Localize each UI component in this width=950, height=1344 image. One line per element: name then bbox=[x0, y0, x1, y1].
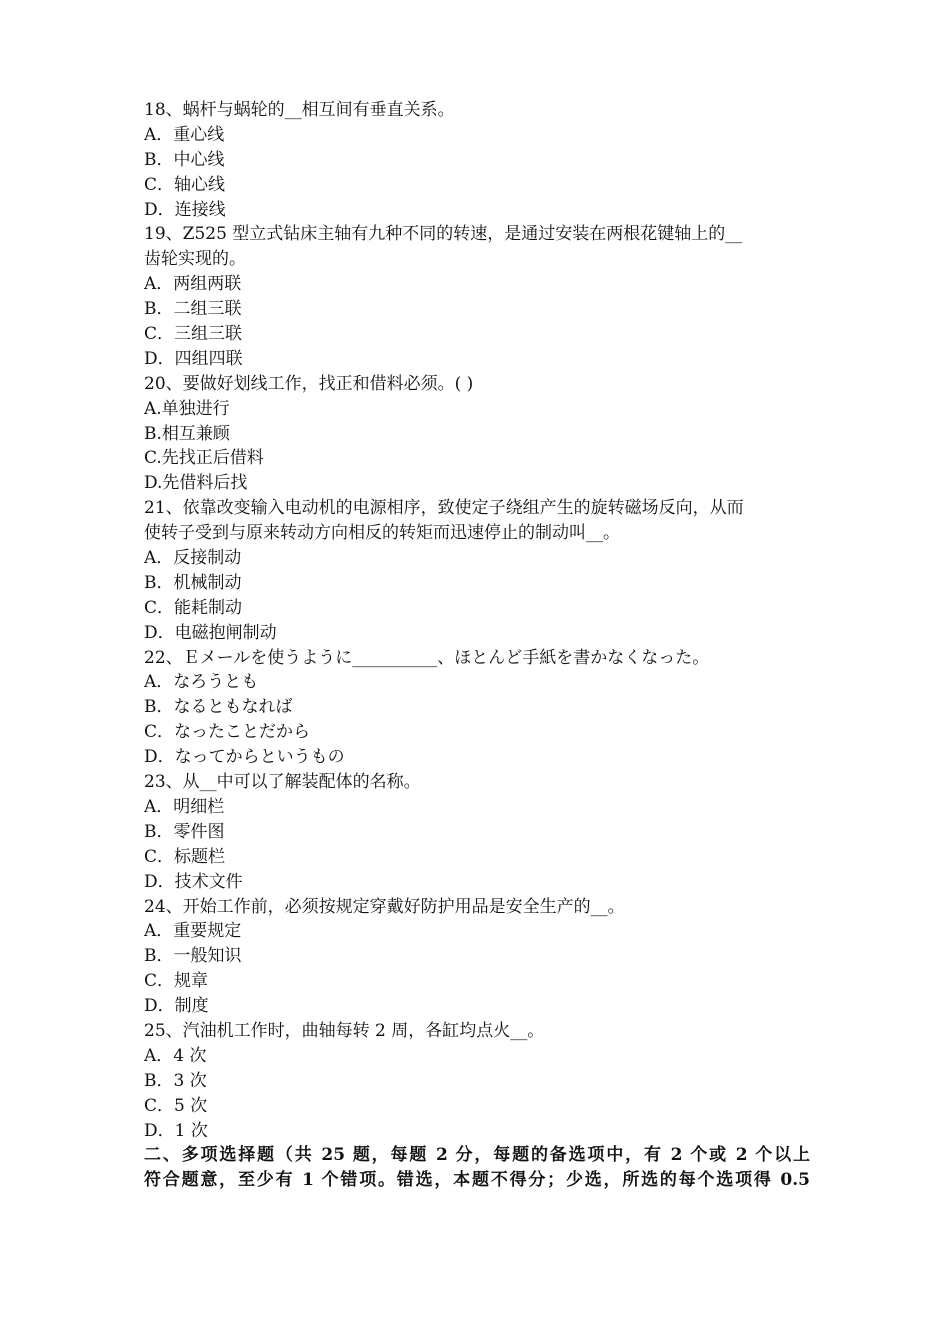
question-20-stem: 20、要做好划线工作，找正和借料必须。( ) bbox=[144, 373, 474, 394]
question-18-option-c: C．轴心线 bbox=[144, 174, 226, 195]
question-25-option-c: C．5 次 bbox=[144, 1095, 208, 1116]
question-21-option-b: B．机械制动 bbox=[144, 572, 242, 593]
section-2-heading bbox=[144, 1143, 810, 1193]
question-22-option-b: B．なるともなれば bbox=[144, 697, 293, 718]
question-21-option-c: C．能耗制动 bbox=[144, 597, 243, 618]
question-20-option-d: D.先借料后找 bbox=[144, 473, 248, 494]
question-23 bbox=[144, 770, 810, 894]
question-18-option-a: A．重心线 bbox=[144, 124, 225, 145]
document-page bbox=[144, 98, 810, 1193]
question-18-option-d: D．连接线 bbox=[144, 199, 226, 220]
question-19-option-a: A．两组两联 bbox=[144, 274, 242, 295]
question-19-option-d: D．四组四联 bbox=[144, 348, 243, 369]
question-19-option-b: B．二组三联 bbox=[144, 299, 242, 320]
question-22 bbox=[144, 646, 810, 770]
question-25-stem: 25、汽油机工作时，曲轴每转 2 周，各缸均点火__。 bbox=[144, 1020, 545, 1041]
question-21-stem-line-2: 使转子受到与原来转动方向相反的转矩而迅速停止的制动叫__。 bbox=[144, 523, 620, 544]
question-19 bbox=[144, 222, 810, 371]
question-22-stem: 22、Ｅメールを使うように__________、ほとんど手紙を書かなくなった。 bbox=[144, 647, 710, 668]
question-23-option-b: B．零件图 bbox=[144, 821, 225, 842]
question-24-option-d: D．制度 bbox=[144, 996, 209, 1017]
question-24-option-b: B．一般知识 bbox=[144, 946, 242, 967]
question-24-option-a: A．重要规定 bbox=[144, 921, 242, 942]
section-2-heading-line-1: 二、多项选择题（共 25 题，每题 2 分，每题的备选项中，有 2 个或 2 个以上 bbox=[144, 1145, 810, 1166]
question-23-option-a: A．明细栏 bbox=[144, 796, 225, 817]
question-25 bbox=[144, 1019, 810, 1143]
question-18-option-b: B．中心线 bbox=[144, 149, 225, 170]
question-25-option-b: B．3 次 bbox=[144, 1070, 207, 1091]
question-25-option-d: D．1 次 bbox=[144, 1120, 208, 1141]
question-20-option-c: C.先找正后借料 bbox=[144, 448, 264, 469]
question-24-stem: 24、开始工作前，必须按规定穿戴好防护用品是安全生产的__。 bbox=[144, 896, 625, 917]
question-20-option-b: B.相互兼顾 bbox=[144, 423, 230, 444]
question-22-option-d: D．なってからというもの bbox=[144, 747, 345, 768]
question-23-option-d: D．技术文件 bbox=[144, 871, 243, 892]
section-2-heading-line-2: 符合题意，至少有 1 个错项。错选，本题不得分；少选，所选的每个选项得 0.5 bbox=[144, 1170, 810, 1191]
question-22-option-c: C．なったことだから bbox=[144, 722, 311, 743]
question-20 bbox=[144, 372, 810, 496]
question-22-option-a: A．なろうとも bbox=[144, 672, 259, 693]
question-25-option-a: A．4 次 bbox=[144, 1045, 207, 1066]
question-19-stem-line-1: 19、Z525 型立式钻床主轴有九种不同的转速，是通过安装在两根花键轴上的__ bbox=[144, 224, 743, 245]
question-18-stem: 18、蜗杆与蜗轮的__相互间有垂直关系。 bbox=[144, 100, 455, 120]
question-20-option-a: A.单独进行 bbox=[144, 398, 230, 419]
question-23-stem: 23、从__中可以了解装配体的名称。 bbox=[144, 772, 421, 793]
question-23-option-c: C．标题栏 bbox=[144, 846, 226, 867]
question-24-option-c: C．规章 bbox=[144, 971, 209, 992]
question-21-option-a: A．反接制动 bbox=[144, 548, 242, 569]
question-21 bbox=[144, 496, 810, 645]
question-19-option-c: C．三组三联 bbox=[144, 324, 243, 345]
question-21-option-d: D．电磁抱闸制动 bbox=[144, 622, 277, 643]
question-18 bbox=[144, 98, 810, 222]
question-24 bbox=[144, 895, 810, 1019]
question-21-stem-line-1: 21、依靠改变输入电动机的电源相序，致使定子绕组产生的旋转磁场反向，从而 bbox=[144, 498, 744, 519]
question-19-stem-line-2: 齿轮实现的。 bbox=[144, 249, 246, 270]
